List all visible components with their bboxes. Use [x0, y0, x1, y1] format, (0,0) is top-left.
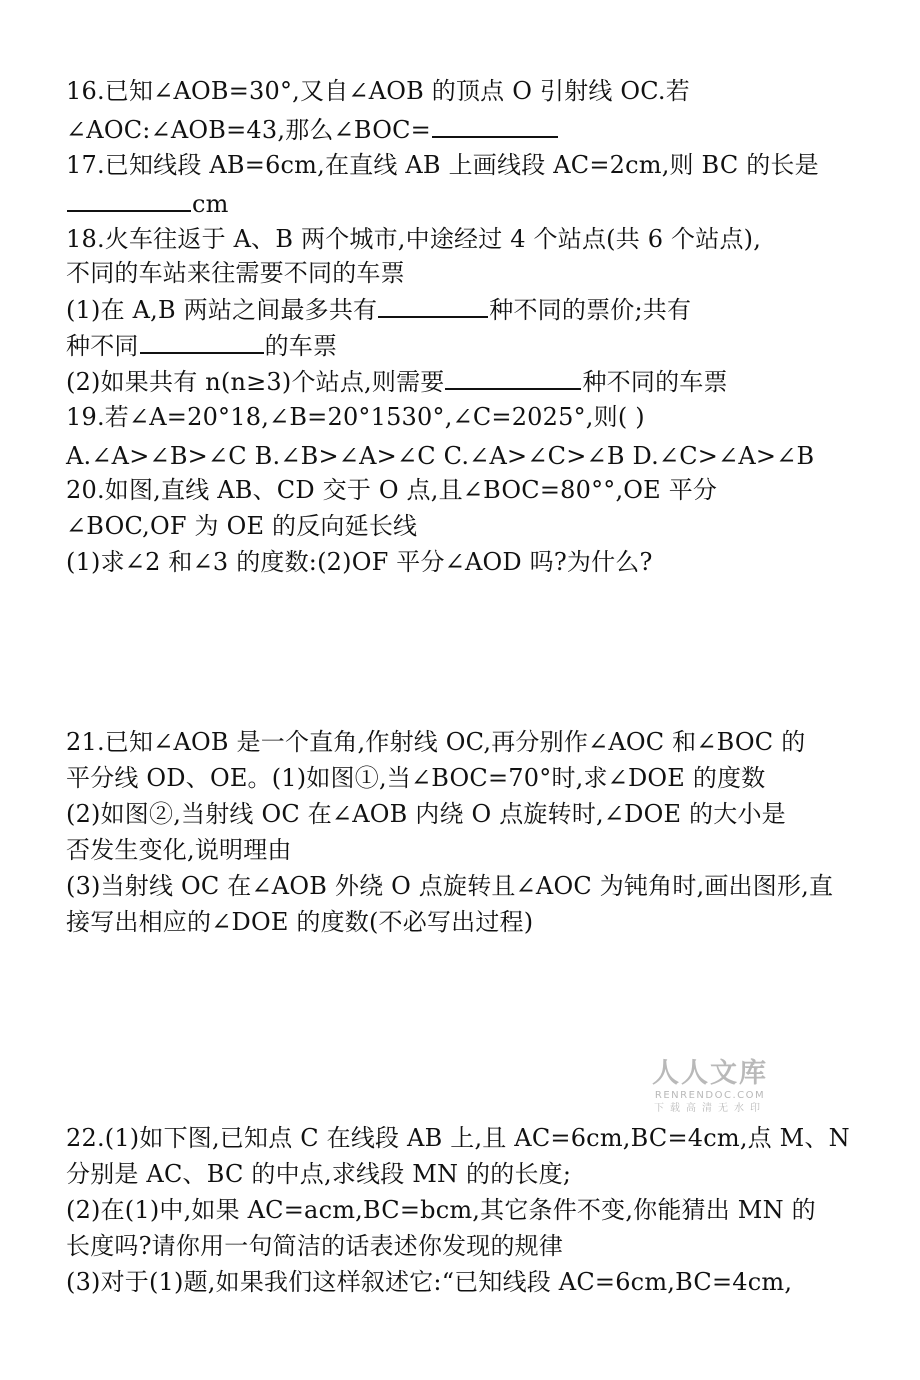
- text: 16.已知∠AOB=30°,又自∠AOB 的顶点 O 引射线 OC.若: [66, 77, 690, 105]
- answer-blank[interactable]: [445, 366, 581, 390]
- text: (2)如图②,当射线 OC 在∠AOB 内绕 O 点旋转时,∠DOE 的大小是: [66, 800, 786, 828]
- text: (1)在 A,B 两站之间最多共有: [66, 296, 378, 324]
- q22-line-1: [66, 1123, 850, 1153]
- watermark-title: 人人文库: [652, 1058, 768, 1089]
- q22-line-3: [66, 1195, 816, 1225]
- text: cm: [192, 190, 229, 218]
- text: 接写出相应的∠DOE 的度数(不必写出过程): [66, 908, 534, 936]
- q18-line-2: [66, 258, 405, 288]
- q21-line-3: [66, 799, 786, 829]
- text: 平分线 OD、OE。(1)如图①,当∠BOC=70°时,求∠DOE 的度数: [66, 764, 766, 792]
- q18-line-1: [66, 224, 761, 254]
- text: 不同的车站来往需要不同的车票: [66, 259, 405, 287]
- q22-line-2: [66, 1159, 571, 1189]
- answer-blank[interactable]: [378, 294, 488, 318]
- q18-line-4: [66, 330, 337, 361]
- text: 种不同的票价;共有: [489, 296, 692, 324]
- text: 19.若∠A=20°18,∠B=20°1530°,∠C=2025°,则( ): [66, 403, 645, 431]
- q20-line-1: [66, 475, 717, 505]
- answer-blank[interactable]: [67, 188, 191, 212]
- watermark-logo: [645, 1058, 775, 1115]
- q18-line-3: [66, 294, 691, 325]
- q21-line-6: [66, 907, 533, 937]
- text: 21.已知∠AOB 是一个直角,作射线 OC,再分别作∠AOC 和∠BOC 的: [66, 728, 806, 756]
- q21-line-1: [66, 727, 805, 757]
- text: (3)对于(1)题,如果我们这样叙述它:“已知线段 AC=6cm,BC=4cm,: [66, 1268, 793, 1296]
- text: (3)当射线 OC 在∠AOB 外绕 O 点旋转且∠AOC 为钝角时,画出图形,直: [66, 872, 834, 900]
- q18-line-5: [66, 366, 728, 397]
- text: 18.火车往返于 A、B 两个城市,中途经过 4 个站点(共 6 个站点),: [66, 225, 762, 253]
- answer-blank[interactable]: [140, 330, 264, 354]
- text: 20.如图,直线 AB、CD 交于 O 点,且∠BOC=80°°,OE 平分: [66, 476, 718, 504]
- text: 22.(1)如下图,已知点 C 在线段 AB 上,且 AC=6cm,BC=4cm,点 M、N: [66, 1124, 850, 1152]
- q17-line-1: [66, 150, 819, 180]
- text: A.∠A>∠B>∠C B.∠B>∠A>∠C C.∠A>∠C>∠B D.∠C>∠A>∠B: [66, 442, 815, 470]
- q19-line-1: [66, 402, 645, 432]
- text: 长度吗?请你用一句简洁的话表述你发现的规律: [66, 1232, 564, 1260]
- q19-options: [66, 441, 814, 471]
- q22-line-4: [66, 1231, 563, 1261]
- watermark-subtitle: 下载高清无水印: [654, 1103, 766, 1114]
- text: (1)求∠2 和∠3 的度数:(2)OF 平分∠AOD 吗?为什么?: [66, 548, 653, 576]
- q22-line-5: [66, 1267, 792, 1297]
- text: ∠AOC:∠AOB=43,那么∠BOC=: [66, 116, 431, 144]
- text: 种不同的车票: [582, 368, 728, 396]
- text: 17.已知线段 AB=6cm,在直线 AB 上画线段 AC=2cm,则 BC 的长是: [66, 151, 819, 179]
- q16-line-1: [66, 76, 690, 106]
- q21-line-2: [66, 763, 765, 793]
- q20-line-3: [66, 547, 653, 577]
- q16-line-2: [66, 114, 559, 145]
- text: 种不同: [66, 332, 139, 360]
- q21-line-4: [66, 835, 292, 865]
- q20-line-2: [66, 511, 417, 541]
- text: ∠BOC,OF 为 OE 的反向延长线: [66, 512, 418, 540]
- text: (2)在(1)中,如果 AC=acm,BC=bcm,其它条件不变,你能猜出 MN 的: [66, 1196, 816, 1224]
- watermark-url: RENRENDOC.COM: [654, 1090, 766, 1101]
- text: 的车票: [264, 332, 338, 360]
- text: (2)如果共有 n(n≥3)个站点,则需要: [66, 368, 445, 396]
- q21-line-5: [66, 871, 833, 901]
- answer-blank[interactable]: [432, 114, 558, 138]
- text: 否发生变化,说明理由: [66, 836, 292, 864]
- text: 分别是 AC、BC 的中点,求线段 MN 的的长度;: [66, 1160, 572, 1188]
- q17-line-2: [66, 188, 229, 219]
